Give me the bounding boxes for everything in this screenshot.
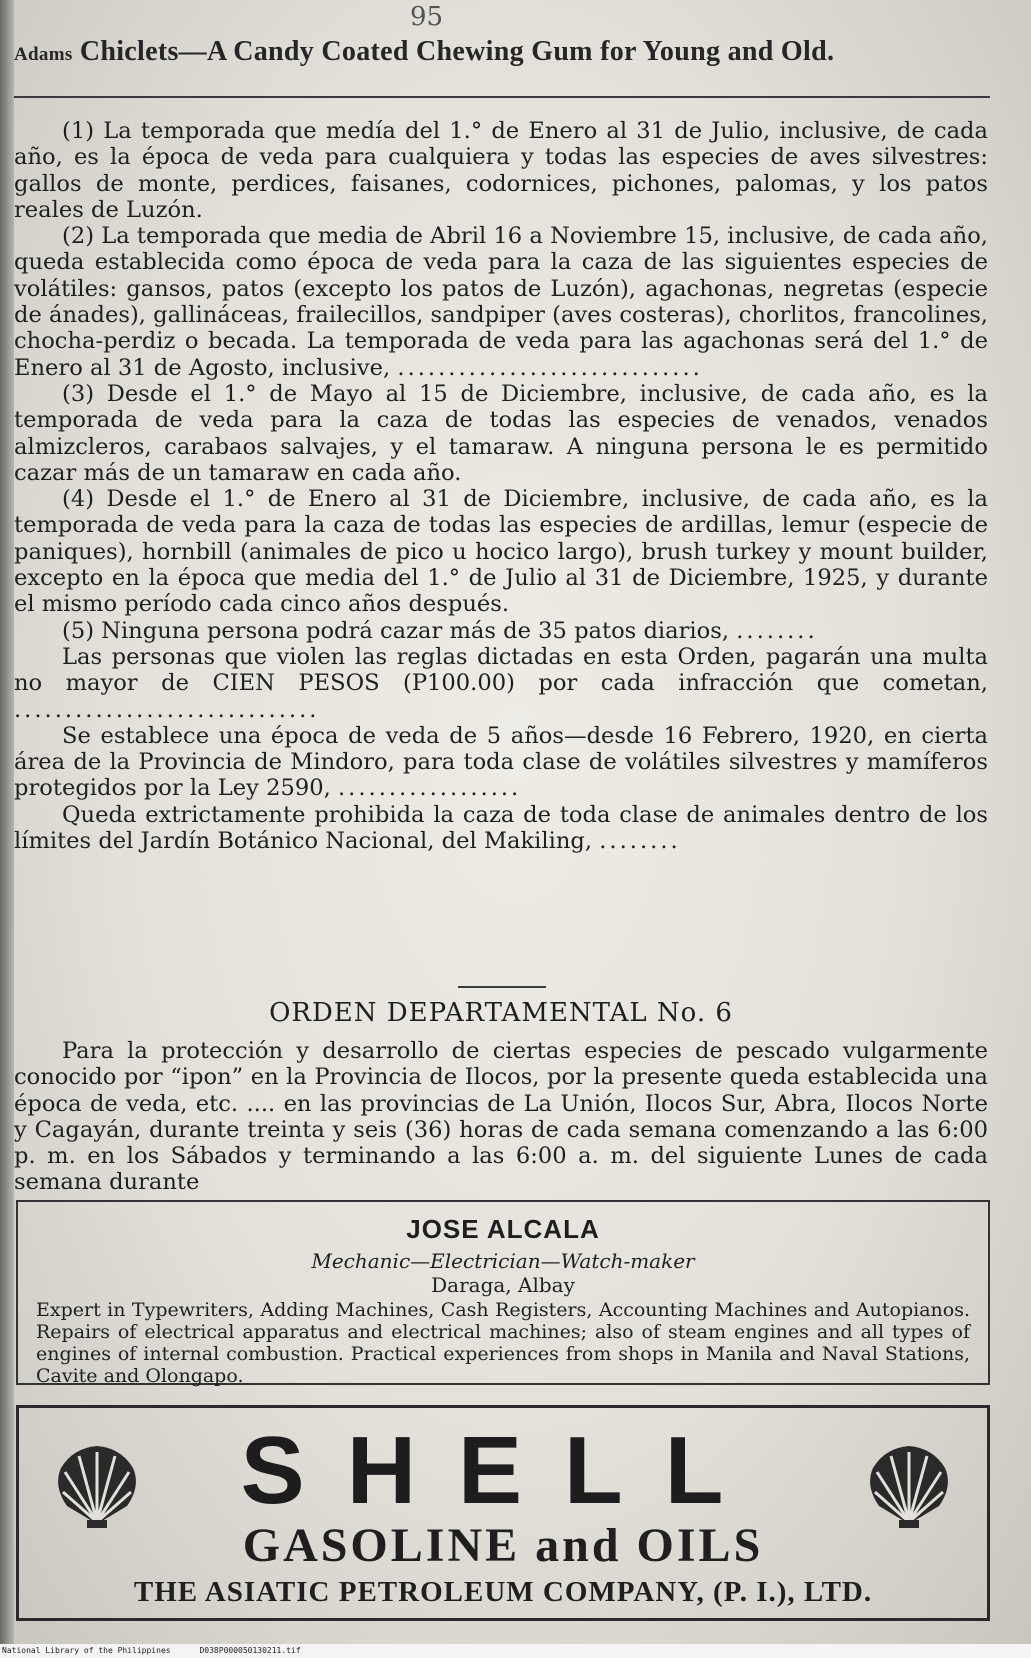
header-rule <box>14 96 990 98</box>
order-title: ORDEN DEPARTAMENTAL No. 6 <box>269 998 733 1028</box>
shell-brand: SHELL <box>240 1417 766 1524</box>
mindoro-paragraph: Se establece una época de veda de 5 años—desde 16 Febrero, 1920, en cierta área de la Provincia de Mindoro, para toda clase de volátiles silvestres y mamíferos protegidos por la Ley 2590, .................. <box>14 722 988 802</box>
regulation-5: (5) Ninguna persona podrá cazar más de 35 patos diarios, ........ <box>62 617 818 644</box>
running-header <box>14 36 1004 68</box>
regulation-3: (3) Desde el 1.° de Mayo al 15 de Diciembre, inclusive, de cada año, es la temporada de veda para la caza de todas las especies de venados, venados almizcleros, carabaos salvajes, y el tamaraw. A ninguna persona le es permitido cazar más de un tamaraw en cada año. <box>14 380 988 486</box>
order-text <box>14 1038 988 1196</box>
shell-products: GASOLINE and OILS <box>242 1519 764 1572</box>
ad-name: JOSE ALCALA <box>406 1214 600 1244</box>
header-slogan: Chiclets—A Candy Coated Chewing Gum for Young and Old. <box>79 36 835 67</box>
regulations-text <box>14 118 988 854</box>
footer-source: National Library of the Philippines <box>2 1646 171 1655</box>
makiling-paragraph: Queda extrictamente prohibida la caza de toda clase de animales dentro de los límites del Jardín Botánico Nacional, del Makiling, ........ <box>14 801 988 855</box>
shell-company: THE ASIATIC PETROLEUM COMPANY, (P. I.), LTD. <box>133 1576 873 1608</box>
regulation-2: (2) La temporada que media de Abril 16 a Noviembre 15, inclusive, de cada año, queda establecida como época de veda para la caza de las siguientes especies de volátiles: gansos, patos (excepto los patos de Luzón), agachonas, negretas (especie de ánades), gallináceas, frailecillos, sandpiper (aves costeras), chorlitos, francolines, chocha-perdiz o becada. La temporada de veda para las agachonas será del 1.° de Enero al 31 de Agosto, inclusive, .............................. <box>14 223 988 381</box>
regulation-1: (1) La temporada que medía del 1.° de Enero al 31 de Julio, inclusive, de cada año, es la época de veda para cualquiera y todas las especies de aves silvestres: gallos de monte, perdices, faisanes, codornices, pichones, palomas, y los patos reales de Luzón. <box>14 118 988 223</box>
ad-jose-alcala <box>16 1200 990 1385</box>
ad-place: Daraga, Albay <box>431 1273 575 1297</box>
ad-shell <box>16 1405 990 1621</box>
regulation-4: (4) Desde el 1.° de Enero al 31 de Diciembre, inclusive, de cada año, es la temporada de veda para la caza de todas las especies de ardillas, lemur (especie de paniques), hornbill (animales de pico u hocico largo), brush turkey y mount builder, excepto en la época que media del 1.° de Julio al 31 de Diciembre, 1925, y durante el mismo período cada cinco años después. <box>14 486 988 618</box>
page-edge-shadow <box>0 0 14 1658</box>
order-paragraph: Para la protección y desarrollo de ciertas especies de pescado vulgarmente conocido por “ipon” en la Provincia de Ilocos, por la presente queda establecida una época de veda, etc. .... en las provincias de La Unión, Ilocos Sur, Abra, Ilocos Norte y Cagayán, durante treinta y seis (36) horas de cada semana comenzando a las 6:00 p. m. en los Sábados y terminando a las 6:00 a. m. del siguiente Lunes de cada semana durante <box>14 1038 988 1196</box>
footer-file: D038P000050130211.tif <box>199 1646 301 1655</box>
penalty-paragraph: Las personas que violen las reglas dictadas en esta Orden, pagarán una multa no mayor de CIEN PESOS (P100.00) por cada infracción que cometan, .............................. <box>14 643 988 723</box>
header-brand: Adams <box>14 44 73 65</box>
section-divider <box>458 986 546 988</box>
ad-description: Expert in Typewriters, Adding Machines, Cash Registers, Accounting Machines and Autopianos. Repairs of electrical apparatus and electrical machines; also of steam engines and all types of engines of internal combustion. Practical experiences from shops in Manila and Naval Stations, Cavite and Olongapo. <box>36 1299 970 1387</box>
scan-footer <box>0 1644 1031 1658</box>
page-number-mark: 95 <box>410 2 444 32</box>
ad-trades: Mechanic—Electrician—Watch-maker <box>311 1249 695 1273</box>
